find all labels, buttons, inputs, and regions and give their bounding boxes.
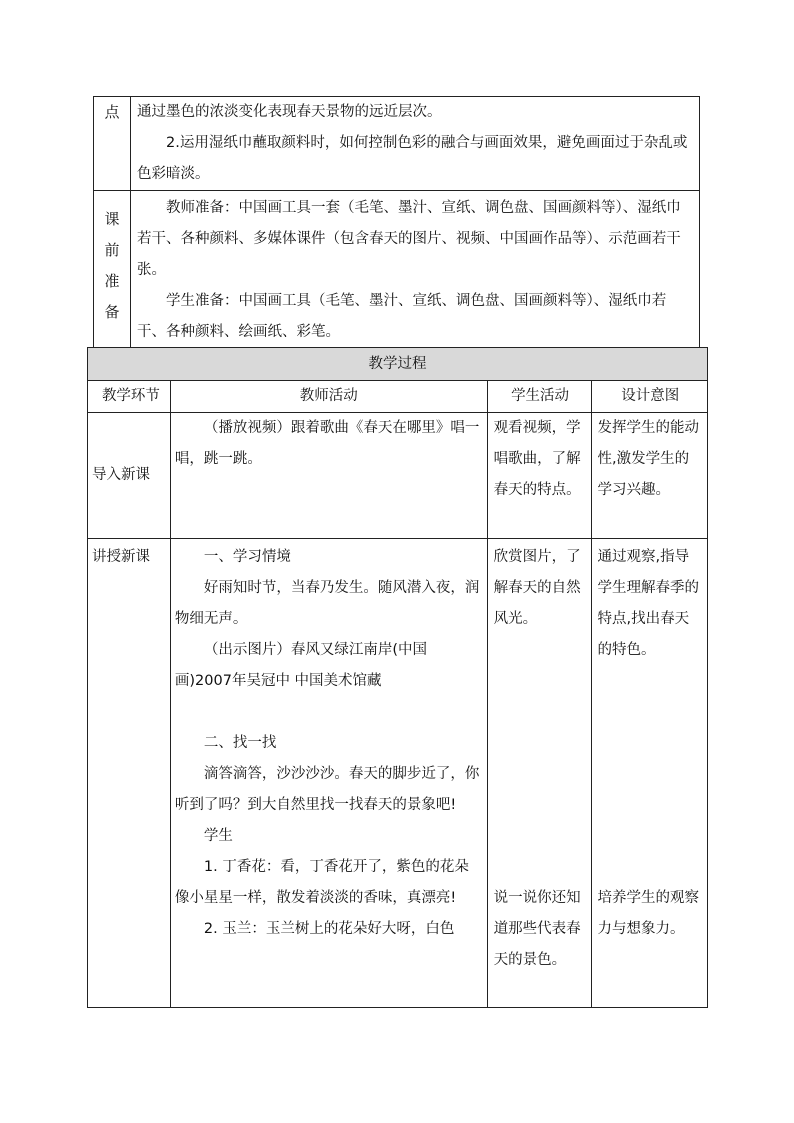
preparation-label-char: 课 <box>104 210 120 228</box>
preparation-label-char: 前 <box>104 241 120 259</box>
process-banner <box>88 348 708 381</box>
teacher-paragraph: 2. 玉兰：玉兰树上的花朵好大呀，白色 <box>203 921 455 937</box>
new-lesson-student <box>487 539 591 1008</box>
process-banner-text: 教学过程 <box>368 355 427 372</box>
key-points-label <box>94 97 131 191</box>
teacher-preparation: 教师准备：中国画工具一套（毛笔、墨汁、宣纸、调色盘、国画颜料等）、湿纸巾若干、各种颜料、多媒体课件（包含春天的图片、视频、中国画作品等）、示范画若干张。 <box>137 200 681 278</box>
teaching-process-table <box>87 347 708 1008</box>
preparation-label <box>94 191 131 349</box>
teacher-paragraph: 1. 丁香花：看，丁香花开了，紫色的花朵像小星星一样，散发着淡淡的香味，真漂亮! <box>174 859 469 906</box>
header-teacher: 教师活动 <box>170 381 487 413</box>
spacer <box>494 635 587 883</box>
new-lesson-teacher <box>170 539 487 1008</box>
new-lesson-stage: 讲授新课 <box>88 539 171 1008</box>
student-activity-1: 欣赏图片，了解春天的自然风光。 <box>493 549 581 627</box>
teacher-paragraph: 一、学习情境 <box>203 549 291 565</box>
teacher-paragraph: 学生 <box>203 828 233 844</box>
key-point-line-2: 2.运用湿纸巾蘸取颜料时，如何控制色彩的融合与画面效果，避免画面过于杂乱或色彩暗淡。 <box>137 135 688 182</box>
top-table <box>93 96 700 349</box>
intro-student: 观看视频，学唱歌曲，了解春天的特点。 <box>487 413 591 539</box>
key-points-label-text: 点 <box>104 103 120 121</box>
key-points-row <box>94 97 700 191</box>
student-activity-2: 说一说你还知道那些代表春天的景色。 <box>493 890 581 968</box>
new-lesson-intent <box>591 539 708 1008</box>
header-stage: 教学环节 <box>88 381 171 413</box>
header-student: 学生活动 <box>487 381 591 413</box>
teacher-paragraph-blank <box>175 697 483 728</box>
design-intent-2: 培养学生的观察力与想象力。 <box>597 890 699 937</box>
new-lesson-row <box>88 539 708 1008</box>
design-intent-1: 通过观察,指导学生理解春季的特点,找出春天的特色。 <box>597 549 699 658</box>
preparation-row <box>94 191 700 349</box>
preparation-content <box>131 191 700 349</box>
intro-intent: 发挥学生的能动性,激发学生的学习兴趣。 <box>591 413 708 539</box>
key-point-line-1: 通过墨色的浓淡变化表现春天景物的远近层次。 <box>137 104 442 120</box>
teacher-paragraph: 二、找一找 <box>203 735 277 751</box>
header-row <box>88 381 708 413</box>
intro-teacher-text: （播放视频）跟着歌曲《春天在哪里》唱一唱，跳一跳。 <box>174 420 480 467</box>
intro-stage: 导入新课 <box>88 413 171 539</box>
intro-teacher <box>170 413 487 539</box>
header-intent: 设计意图 <box>591 381 708 413</box>
teacher-paragraph: 滴答滴答，沙沙沙沙。春天的脚步近了，你听到了吗？到大自然里找一找春天的景象吧! <box>174 766 480 813</box>
key-points-content <box>131 97 700 191</box>
intro-row <box>88 413 708 539</box>
student-preparation: 学生准备：中国画工具（毛笔、墨汁、宣纸、调色盘、国画颜料等）、湿纸巾若干、各种颜料、绘画纸、彩笔。 <box>137 293 667 340</box>
teacher-paragraph: （出示图片）春风又绿江南岸(中国画)2007年吴冠中 中国美术馆藏 <box>174 642 428 689</box>
preparation-label-char: 准 <box>104 272 120 290</box>
spacer <box>598 666 704 883</box>
teacher-paragraph: 好雨知时节，当春乃发生。随风潜入夜，润物细无声。 <box>174 580 480 627</box>
preparation-label-char: 备 <box>104 303 120 321</box>
